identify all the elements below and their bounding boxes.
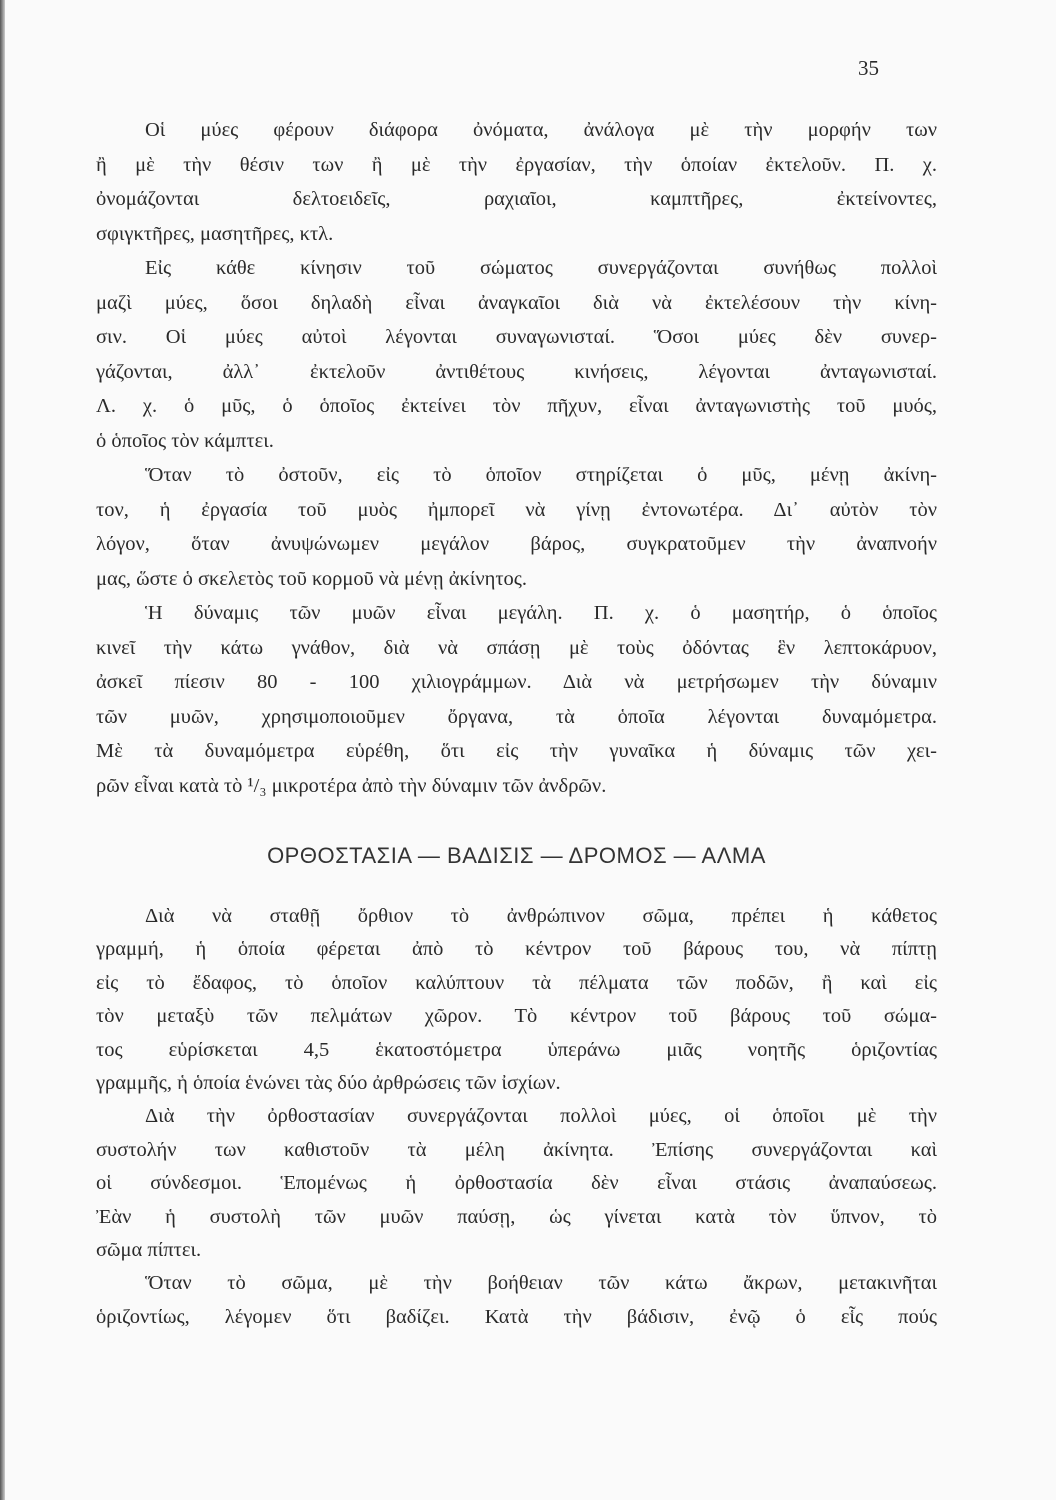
text-line: ἀσκεῖ πίεσιν 80 - 100 χιλιογράμμων. Διὰ νὰ μετρήσωμεν τὴν δύναμιν	[96, 671, 937, 693]
text-line: γραμμῆς, ἡ ὁποία ἑνώνει τὰς δύο ἀρθρώσεις τῶν ἰσχίων.	[96, 1072, 561, 1095]
paragraph	[96, 1100, 937, 1267]
text-line: τον, ἡ ἐργασία τοῦ μυὸς ἠμπορεῖ νὰ γίνῃ ἐντονωτέρα. Δι᾽ αὐτὸν τὸν	[96, 498, 937, 521]
text-line: μαζὶ μύες, ὅσοι δηλαδὴ εἶναι ἀναγκαῖοι διὰ νὰ ἐκτελέσουν τὴν κίνη-	[96, 291, 937, 314]
text-line: σῶμα πίπτει.	[96, 1239, 202, 1262]
text-line: ὀνομάζονται δελτοειδεῖς, ραχιαῖοι, καμπτῆρες, ἐκτείνοντες,	[96, 188, 937, 210]
section-muscles-text	[96, 113, 937, 803]
paragraph	[96, 251, 937, 458]
text-line: Ὅταν τὸ σῶμα, μὲ τὴν βοήθειαν τῶν κάτω ἄκρων, μετακινῆται	[145, 1272, 937, 1295]
text-line: γάζονται, ἀλλ᾽ ἐκτελοῦν ἀντιθέτους κινήσεις, λέγονται ἀνταγωνισταί.	[96, 360, 937, 383]
paragraph	[96, 900, 937, 1100]
section-posture-text	[96, 900, 937, 1334]
text-line: Διὰ νὰ σταθῇ ὄρθιον τὸ ἀνθρώπινον σῶμα, πρέπει ἡ κάθετος	[145, 905, 937, 927]
text-line: Διὰ τὴν ὀρθοστασίαν συνεργάζονται πολλοὶ μύες, οἱ ὁποῖοι μὲ τὴν	[145, 1105, 937, 1128]
paragraph	[96, 458, 937, 596]
scan-edge-shadow	[0, 0, 5, 1500]
text-line: Εἰς κάθε κίνησιν τοῦ σώματος συνεργάζονται συνήθως πολλοὶ	[145, 257, 937, 279]
text-line: Λ. χ. ὁ μῦς, ὁ ὁποῖος ἐκτείνει τὸν πῆχυν, εἶναι ἀνταγωνιστὴς τοῦ μυός,	[96, 395, 937, 417]
text-line: σφιγκτῆρες, μασητῆρες, κτλ.	[96, 222, 334, 245]
text-line: ὁριζοντίως, λέγομεν ὅτι βαδίζει. Κατὰ τὴν βάδισιν, ἐνῷ ὁ εἷς πούς	[96, 1305, 937, 1328]
text-line: Ἐὰν ἡ συστολὴ τῶν μυῶν παύσῃ, ὡς γίνεται κατὰ τὸν ὕπνον, τὸ	[96, 1205, 937, 1228]
text-line: Οἱ μύες φέρουν διάφορα ὀνόματα, ἀνάλογα μὲ τὴν μορφήν των	[145, 119, 937, 141]
page-number: 35	[858, 56, 879, 80]
paragraph	[96, 1267, 937, 1334]
text-line: σιν. Οἱ μύες αὐτοὶ λέγονται συναγωνισταί. Ὅσοι μύες δὲν συνερ-	[96, 326, 937, 348]
text-line: τὸν μεταξὺ τῶν πελμάτων χῶρον. Τὸ κέντρον τοῦ βάρους τοῦ σώμα-	[96, 1005, 937, 1028]
text-line: Ἡ δύναμις τῶν μυῶν εἶναι μεγάλη. Π. χ. ὁ μασητήρ, ὁ ὁποῖος	[145, 602, 937, 624]
text-line: οἱ σύνδεσμοι. Ἑπομένως ἡ ὀρθοστασία δὲν εἶναι στάσις ἀναπαύσεως.	[96, 1172, 937, 1195]
text-line: Ὅταν τὸ ὀστοῦν, εἰς τὸ ὁποῖον στηρίζεται ὁ μῦς, μένῃ ἀκίνη-	[145, 464, 937, 486]
text-line: λόγον, ὅταν ἀνυψώνωμεν μεγάλον βάρος, συγκρατοῦμεν τὴν ἀναπνοήν	[96, 533, 937, 555]
paragraph	[96, 113, 937, 251]
text-line: τῶν μυῶν, χρησιμοποιοῦμεν ὄργανα, τὰ ὁποῖα λέγονται δυναμόμετρα.	[96, 705, 937, 728]
text-line: γραμμή, ἡ ὁποία φέρεται ἀπὸ τὸ κέντρον τοῦ βάρους του, νὰ πίπτῃ	[96, 938, 937, 961]
text-line: τος εὑρίσκεται 4,5 ἑκατοστόμετρα ὑπεράνω μιᾶς νοητῆς ὁριζοντίας	[96, 1038, 937, 1061]
paragraph	[96, 596, 937, 803]
text-line: κινεῖ τὴν κάτω γνάθον, διὰ νὰ σπάσῃ μὲ τοὺς ὀδόντας ἓν λεπτοκάρυον,	[96, 636, 937, 659]
text-line: ρῶν εἶναι κατὰ τὸ ¹/₃ μικροτέρα ἀπὸ τὴν δύναμιν τῶν ἀνδρῶν.	[96, 774, 607, 797]
text-line: ἢ μὲ τὴν θέσιν των ἢ μὲ τὴν ἐργασίαν, τὴν ὁποίαν ἐκτελοῦν. Π. χ.	[96, 153, 937, 176]
text-line: Μὲ τὰ δυναμόμετρα εὑρέθη, ὅτι εἰς τὴν γυναῖκα ἡ δύναμις τῶν χει-	[96, 740, 937, 762]
text-line: συστολήν των καθιστοῦν τὰ μέλη ἀκίνητα. Ἐπίσης συνεργάζονται καὶ	[96, 1138, 937, 1161]
text-line: εἰς τὸ ἔδαφος, τὸ ὁποῖον καλύπτουν τὰ πέλματα τῶν ποδῶν, ἢ καὶ εἰς	[96, 971, 937, 994]
section-heading: ΟΡΘΟΣΤΑΣΙΑ — ΒΑΔΙΣΙΣ — ΔΡΟΜΟΣ — ΑΛΜΑ	[267, 843, 766, 868]
text-line: μας, ὥστε ὁ σκελετὸς τοῦ κορμοῦ νὰ μένῃ ἀκίνητος.	[96, 567, 528, 590]
text-line: ὁ ὁποῖος τὸν κάμπτει.	[96, 429, 274, 452]
